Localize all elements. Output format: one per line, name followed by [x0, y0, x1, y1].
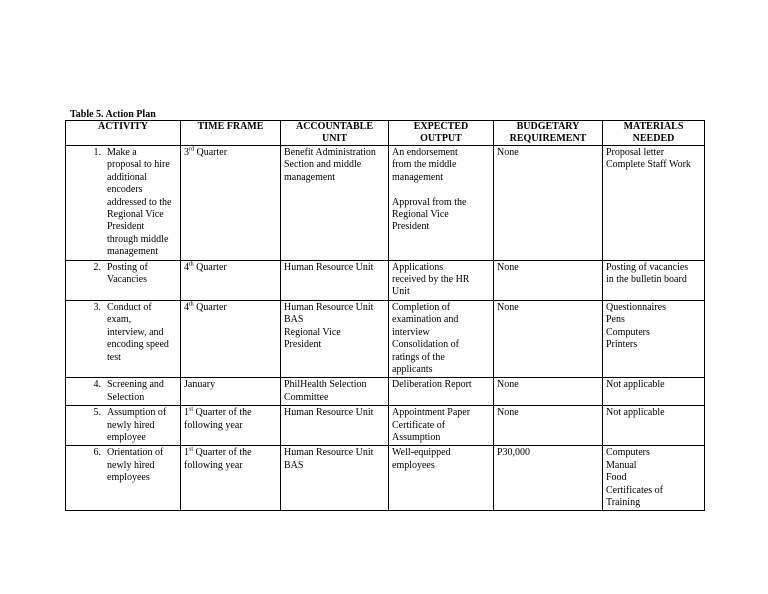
accountable-unit-cell: Human Resource Unit	[281, 406, 389, 446]
time-frame-value: 4	[184, 301, 189, 313]
accountable-unit-cell: PhilHealth Selection Committee	[281, 378, 389, 406]
time-frame-ordinal: st	[189, 406, 194, 413]
expected-output-cell: Deliberation Report	[389, 378, 494, 406]
activity-text: Screening and Selection	[107, 379, 164, 403]
row-number: 2.	[93, 261, 101, 273]
materials-cell: Proposal letter Complete Staff Work	[603, 146, 705, 261]
time-frame-rest: Quarter of the following year	[184, 447, 252, 471]
activity-cell	[66, 378, 181, 406]
expected-output-cell: Applications received by the HR Unit	[389, 260, 494, 300]
time-frame-value: 3	[184, 147, 189, 158]
activity-text: Assumption of newly hired employee	[107, 407, 167, 443]
budget-cell: None	[494, 260, 603, 300]
table-row	[66, 260, 705, 300]
materials-cell: Questionnaires Pens Computers Printers	[603, 300, 705, 377]
time-frame-value: 1	[184, 407, 189, 419]
row-number: 1.	[93, 147, 101, 158]
row-number: 6.	[93, 447, 101, 459]
accountable-unit-cell: Human Resource Unit	[281, 260, 389, 300]
time-frame-value: 4	[184, 261, 189, 273]
header-time-frame: TIME FRAME	[181, 121, 281, 146]
time-frame-cell	[181, 406, 281, 446]
time-frame-cell	[181, 446, 281, 511]
activity-cell	[66, 146, 181, 261]
activity-cell	[66, 446, 181, 511]
activity-text: Conduct of exam, interview, and encoding speed test	[107, 301, 169, 363]
time-frame-value: 1	[184, 447, 189, 459]
row-number: 3.	[93, 301, 101, 313]
table-row	[66, 446, 705, 511]
accountable-unit-cell: Benefit Administration Section and middle management	[281, 146, 389, 261]
time-frame-rest: Quarter	[193, 301, 227, 313]
table-row	[66, 406, 705, 446]
time-frame-cell	[181, 146, 281, 261]
activity-cell	[66, 406, 181, 446]
time-frame-cell	[181, 300, 281, 377]
header-expected-output: EXPECTED OUTPUT	[389, 121, 494, 146]
accountable-unit-cell: Human Resource Unit BAS Regional Vice President	[281, 300, 389, 377]
budget-cell: None	[494, 146, 603, 261]
header-row	[66, 121, 705, 146]
table-row	[66, 146, 705, 261]
expected-output-cell: Appointment Paper Certificate of Assumption	[389, 406, 494, 446]
expected-output-cell: An endorsement from the middle management Approval from the Regional Vice President	[389, 146, 494, 261]
expected-output-cell: Well-equipped employees	[389, 446, 494, 511]
budget-cell: P30,000	[494, 446, 603, 511]
activity-cell	[66, 300, 181, 377]
activity-text: Make a proposal to hire additional encoders addressed to the Regional Vice President through middle management	[107, 147, 172, 258]
materials-cell: Computers Manual Food Certificates of Training	[603, 446, 705, 511]
time-frame-cell	[181, 260, 281, 300]
budget-cell: None	[494, 378, 603, 406]
table-row	[66, 300, 705, 377]
activity-cell	[66, 260, 181, 300]
header-materials-needed: MATERIALS NEEDED	[603, 121, 705, 146]
header-accountable-unit: ACCOUNTABLE UNIT	[281, 121, 389, 146]
row-number: 4.	[93, 379, 101, 391]
action-plan-table	[65, 120, 705, 511]
row-number: 5.	[93, 407, 101, 419]
table-row	[66, 378, 705, 406]
time-frame-ordinal: st	[189, 447, 194, 454]
time-frame-ordinal: th	[189, 261, 194, 268]
time-frame-value: January	[184, 379, 216, 391]
budget-cell: None	[494, 300, 603, 377]
materials-cell: Not applicable	[603, 406, 705, 446]
header-activity: ACTIVITY	[66, 121, 181, 146]
header-budgetary-requirement: BUDGETARY REQUIREMENT	[494, 121, 603, 146]
activity-text: Orientation of newly hired employees	[107, 447, 164, 484]
table-caption: Table 5. Action Plan	[70, 109, 156, 120]
time-frame-rest: Quarter	[193, 261, 227, 273]
time-frame-rest: Quarter	[194, 147, 228, 158]
expected-output-cell: Completion of examination and interview Consolidation of ratings of the applicants	[389, 300, 494, 377]
activity-text: Posting of Vacancies	[107, 261, 148, 286]
materials-cell: Not applicable	[603, 378, 705, 406]
time-frame-ordinal: th	[189, 301, 194, 308]
time-frame-cell	[181, 378, 281, 406]
budget-cell: None	[494, 406, 603, 446]
accountable-unit-cell: Human Resource Unit BAS	[281, 446, 389, 511]
time-frame-ordinal: rd	[189, 146, 194, 153]
materials-cell: Posting of vacancies in the bulletin board	[603, 260, 705, 300]
time-frame-rest: Quarter of the following year	[184, 407, 252, 431]
